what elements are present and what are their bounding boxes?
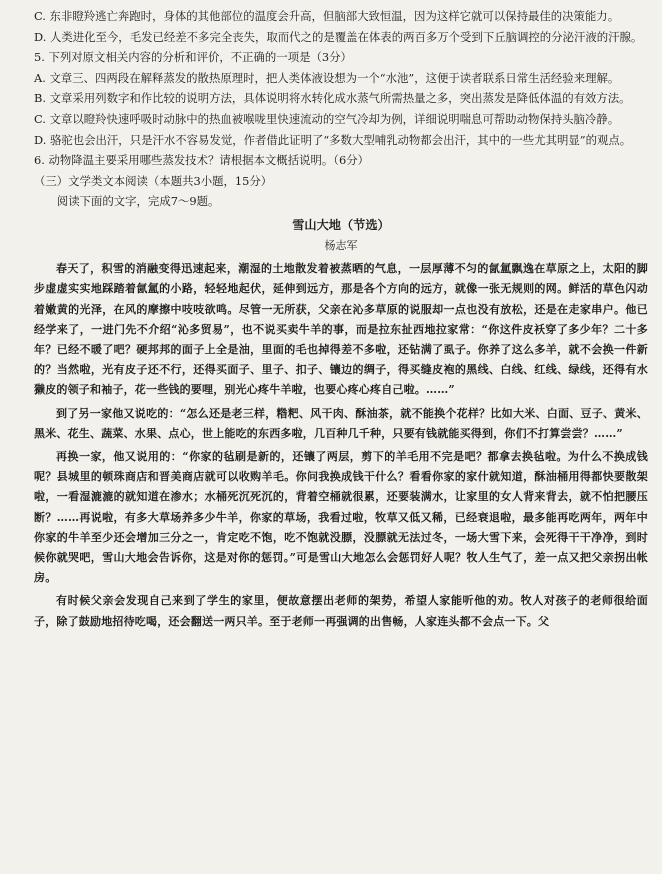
reading-instruction: 阅读下面的文字，完成7～9题。: [56, 194, 220, 209]
story-author: 杨志军: [324, 238, 358, 252]
story-paragraph: 有时候父亲会发现自己来到了学生的家里，便故意摆出老师的架势，希望人家能听他的劝。牧人对孩子的老师很给面子，除了鼓励地招待吃喝，还会翻送一两只羊。至于老师一再强调的出售畅，人家连头都不会点一下。父: [34, 594, 648, 628]
story-paragraph: 到了另一家他又说吃的：“怎么还是老三样，糌粑、风干肉、酥油茶，就不能换个花样？比如大米、白面、豆子、黄米、黑米、花生、蔬菜、水果、点心，世上能吃的东西多啦，几百种几千种，只要有钱就能买得到，你们不打算尝尝？……”: [34, 406, 648, 440]
question-5-stem: 5. 下列对原文相关内容的分析和评价，不正确的一项是（3分）: [34, 50, 352, 65]
question-5-option-c: C. 文章以瞪羚快速呼吸时动脉中的热血被喉咙里快速流动的空气冷却为例，详细说明喘息可帮助动物保持头脑冷静。: [34, 111, 620, 126]
story-paragraph: 再换一家，他又说用的：“你家的毡刷是新的，还镶了两层，剪下的羊毛用不完是吧？都拿去换毡啦。为什么不换成钱呢？县城里的顿珠商店和晋美商店就可以收购羊毛。你问我换成钱干什么？看看你家的家什就知道，酥油桶用得都快要散架啦，一看湿漉漉的就知道在渗水；水桶死沉死沉的，背着空桶就很累，还要装满水，让家里的女人背来背去，就不怕把腰压断？……再说啦，有多大草场养多少牛羊，你家的草场，我看过啦，牧草又低又稀，已经衰退啦，最多能再吃两年，两年中你家的牛羊至少还会增加三分之一，肯定吃不饱，吃不饱就没膘，没膘就无法过冬，一场大雪下来，会死得干干净净，到时候你就哭吧，雪山大地会告诉你，这是对你的惩罚。”可是雪山大地怎么会惩罚好人呢？牧人生气了，差一点又把父亲拐出帐房。: [34, 449, 648, 585]
question-5-option-d: D. 骆驼也会出汗，只是汗水不容易发觉，作者借此证明了“多数大型哺乳动物都会出汗，其中的一些尤其明显”的观点。: [34, 132, 632, 147]
question-6: 6. 动物降温主要采用哪些蒸发技术？请根据本文概括说明。（6分）: [34, 153, 369, 168]
question-5-option-a: A. 文章三、四两段在解释蒸发的散热原理时，把人类体液设想为一个“水池”，这便于读者联系日常生活经验来理解。: [34, 70, 620, 85]
story-title: 雪山大地（节选）: [292, 217, 390, 232]
option-d-prev: D. 人类进化至今，毛发已经差不多完全丧失，取而代之的是覆盖在体表的两百多万个受到下丘脑调控的分泌汗液的汗腺。: [34, 29, 643, 44]
story-paragraph: 春天了，积雪的消融变得迅速起来，潮湿的土地散发着被蒸晒的气息，一层厚薄不匀的氤氲飘逸在草原之上，太阳的脚步虚虚实实地踩踏着氤氲的小路，轻轻地起伏，延伸到远方，那是各个方向的远方，就像一张无规则的网。鲜活的草色闪动着嫩黄的光泽，在风的摩擦中吱吱欲鸣。尽管一无所获，父亲在沁多草原的说服却一点也没有放松，还是在走家串户。他已经学来了，一进门先不介绍“沁多贸易”，也不说买卖牛羊的事，而是拉东扯西地拉家常：“你这件皮袄穿了多少年？二十多年？已经不暖了吧？硬邦邦的面子上全是油，里面的毛也掉得差不多啦，还钻满了虱子。你养了这么多羊，就不会换一件新的？当然啦，光有皮子还不行，还得买面子、里子、扣子、镶边的绸子，得买缝皮袍的黑线、白线、红线、绿线，还得有水獭皮的领子和袖子，花一些钱的要哩，别光心疼牛羊啦，也要心疼心疼自己啦。……”: [34, 262, 648, 397]
option-c-prev: C. 东非瞪羚逃亡奔跑时，身体的其他部位的温度会升高，但脑部大致恒温，因为这样它就可以保持最佳的决策能力。: [34, 9, 620, 23]
section-3-heading: （三）文学类文本阅读（本题共3小题，15分）: [34, 173, 273, 188]
question-5-option-b: B. 文章采用列数字和作比较的说明方法，具体说明将水转化成水蒸气所需热量之多，突出蒸发是降低体温的有效方法。: [34, 91, 631, 106]
